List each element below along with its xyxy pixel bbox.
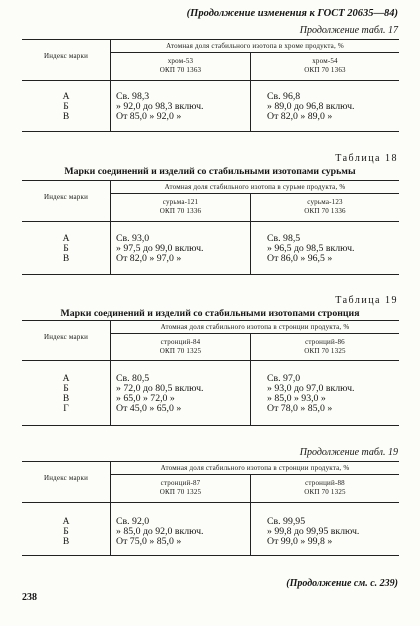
rule-top	[22, 39, 399, 40]
cell: От 82,0 » 97,0 »	[116, 253, 182, 264]
row-index: А	[62, 92, 70, 102]
running-title: (Продолжение изменения к ГОСТ 20635—84)	[186, 8, 398, 19]
table-19-title: Марки соединений и изделий со стабильными изотопами стронция	[60, 308, 360, 319]
cell: Св. 92,0	[116, 516, 150, 527]
table-19-continuation-caption: Продолжение табл. 19	[299, 447, 398, 458]
cell: Св. 96,8	[267, 91, 301, 102]
table-18-title: Марки соединений и изделий со стабильными изотопами сурьмы	[64, 166, 356, 177]
footer-note: (Продолжение см. с. 239)	[286, 578, 398, 589]
index-header: Индекс марки	[43, 474, 89, 482]
cell: Св. 99,95	[267, 516, 306, 527]
cell: » 96,5 до 98,5 включ.	[267, 243, 355, 254]
cell: От 82,0 » 89,0 »	[267, 111, 333, 122]
column-header: сурьма-121 ОКП 70 1336	[159, 198, 202, 215]
row-index: Б	[63, 527, 69, 537]
column-header: стронций-87 ОКП 70 1325	[159, 479, 202, 496]
table-19	[22, 320, 399, 426]
rule-group	[111, 52, 399, 53]
rule-group	[111, 193, 399, 194]
rule-top	[22, 180, 399, 181]
value-column	[267, 374, 354, 414]
row-index: В	[62, 112, 70, 122]
table-17-caption: Продолжение табл. 17	[299, 25, 398, 36]
group-header: Атомная доля стабильного изотопа в сурьме продукта, %	[164, 183, 346, 191]
cell: » 93,0 до 97,0 включ.	[267, 383, 355, 394]
cell: » 65,0 » 72,0 »	[116, 393, 175, 404]
group-header: Атомная доля стабильного изотопа в стронции продукта, %	[160, 464, 350, 472]
cell: От 78,0 » 85,0 »	[267, 403, 333, 414]
rule-header	[22, 221, 399, 222]
index-column	[51, 92, 81, 122]
rule-bottom	[22, 131, 399, 132]
index-header: Индекс марки	[43, 193, 89, 201]
value-column	[116, 234, 203, 264]
rule-group	[111, 333, 399, 334]
rule-header	[22, 360, 399, 361]
rule-vertical	[110, 320, 111, 425]
cell: От 75,0 » 85,0 »	[116, 536, 182, 547]
row-index: В	[62, 537, 70, 547]
cell: » 89,0 до 96,8 включ.	[267, 101, 355, 112]
value-column	[116, 374, 203, 414]
cell: Св. 93,0	[116, 233, 150, 244]
row-index: Б	[63, 102, 69, 112]
column-header: стронций-84 ОКП 70 1325	[159, 338, 202, 355]
rule-bottom	[22, 274, 399, 275]
table-17	[22, 39, 399, 132]
row-index: В	[62, 394, 70, 404]
table-19-number: Таблица 19	[335, 295, 398, 306]
value-column	[116, 92, 203, 122]
cell: » 85,0 » 93,0 »	[267, 393, 326, 404]
cell: От 45,0 » 65,0 »	[116, 403, 182, 414]
column-header: стронций-86 ОКП 70 1325	[304, 338, 346, 355]
value-column	[267, 234, 354, 264]
value-column	[116, 517, 203, 547]
cell: Св. 98,5	[267, 233, 301, 244]
rule-bottom	[22, 555, 399, 556]
rule-header	[22, 80, 399, 81]
index-header: Индекс марки	[43, 333, 89, 341]
rule-vertical	[110, 461, 111, 555]
cell: Св. 98,3	[116, 91, 150, 102]
index-column	[51, 234, 81, 264]
cell: Св. 97,0	[267, 373, 301, 384]
table-18	[22, 180, 399, 275]
cell: » 72,0 до 80,5 включ.	[116, 383, 204, 394]
cell: От 86,0 » 96,5 »	[267, 253, 333, 264]
row-index: Б	[63, 244, 69, 254]
table-19-continuation	[22, 461, 399, 556]
cell: » 99,8 до 99,95 включ.	[267, 526, 360, 537]
cell: » 97,5 до 99,0 включ.	[116, 243, 204, 254]
cell: От 99,0 » 99,8 »	[267, 536, 333, 547]
index-column	[51, 517, 81, 547]
column-header: стронций-88 ОКП 70 1325	[304, 479, 346, 496]
group-header: Атомная доля стабильного изотопа в стронции продукта, %	[160, 323, 350, 331]
row-index: А	[62, 374, 70, 384]
index-column	[51, 374, 81, 414]
row-index: А	[62, 234, 70, 244]
cell: Св. 80,5	[116, 373, 150, 384]
rule-header	[22, 502, 399, 503]
page-number: 238	[22, 592, 37, 603]
cell: » 92,0 до 98,3 включ.	[116, 101, 204, 112]
rule-vertical	[110, 180, 111, 274]
value-column	[267, 517, 359, 547]
column-header: хром-54 ОКП 70 1363	[304, 57, 346, 74]
rule-top	[22, 461, 399, 462]
cell: От 85,0 » 92,0 »	[116, 111, 182, 122]
rule-group	[111, 474, 399, 475]
row-index: Б	[63, 384, 69, 394]
row-index: А	[62, 517, 70, 527]
rule-bottom	[22, 425, 399, 426]
group-header: Атомная доля стабильного изотопа в хроме продукта, %	[166, 42, 344, 50]
rule-top	[22, 320, 399, 321]
row-index: Г	[63, 404, 69, 414]
column-header: хром-53 ОКП 70 1363	[159, 57, 202, 74]
column-header: сурьма-123 ОКП 70 1336	[304, 198, 346, 215]
index-header: Индекс марки	[43, 52, 89, 60]
value-column	[267, 92, 354, 122]
cell: » 85,0 до 92,0 включ.	[116, 526, 204, 537]
row-index: В	[62, 254, 70, 264]
table-18-number: Таблица 18	[335, 153, 398, 164]
